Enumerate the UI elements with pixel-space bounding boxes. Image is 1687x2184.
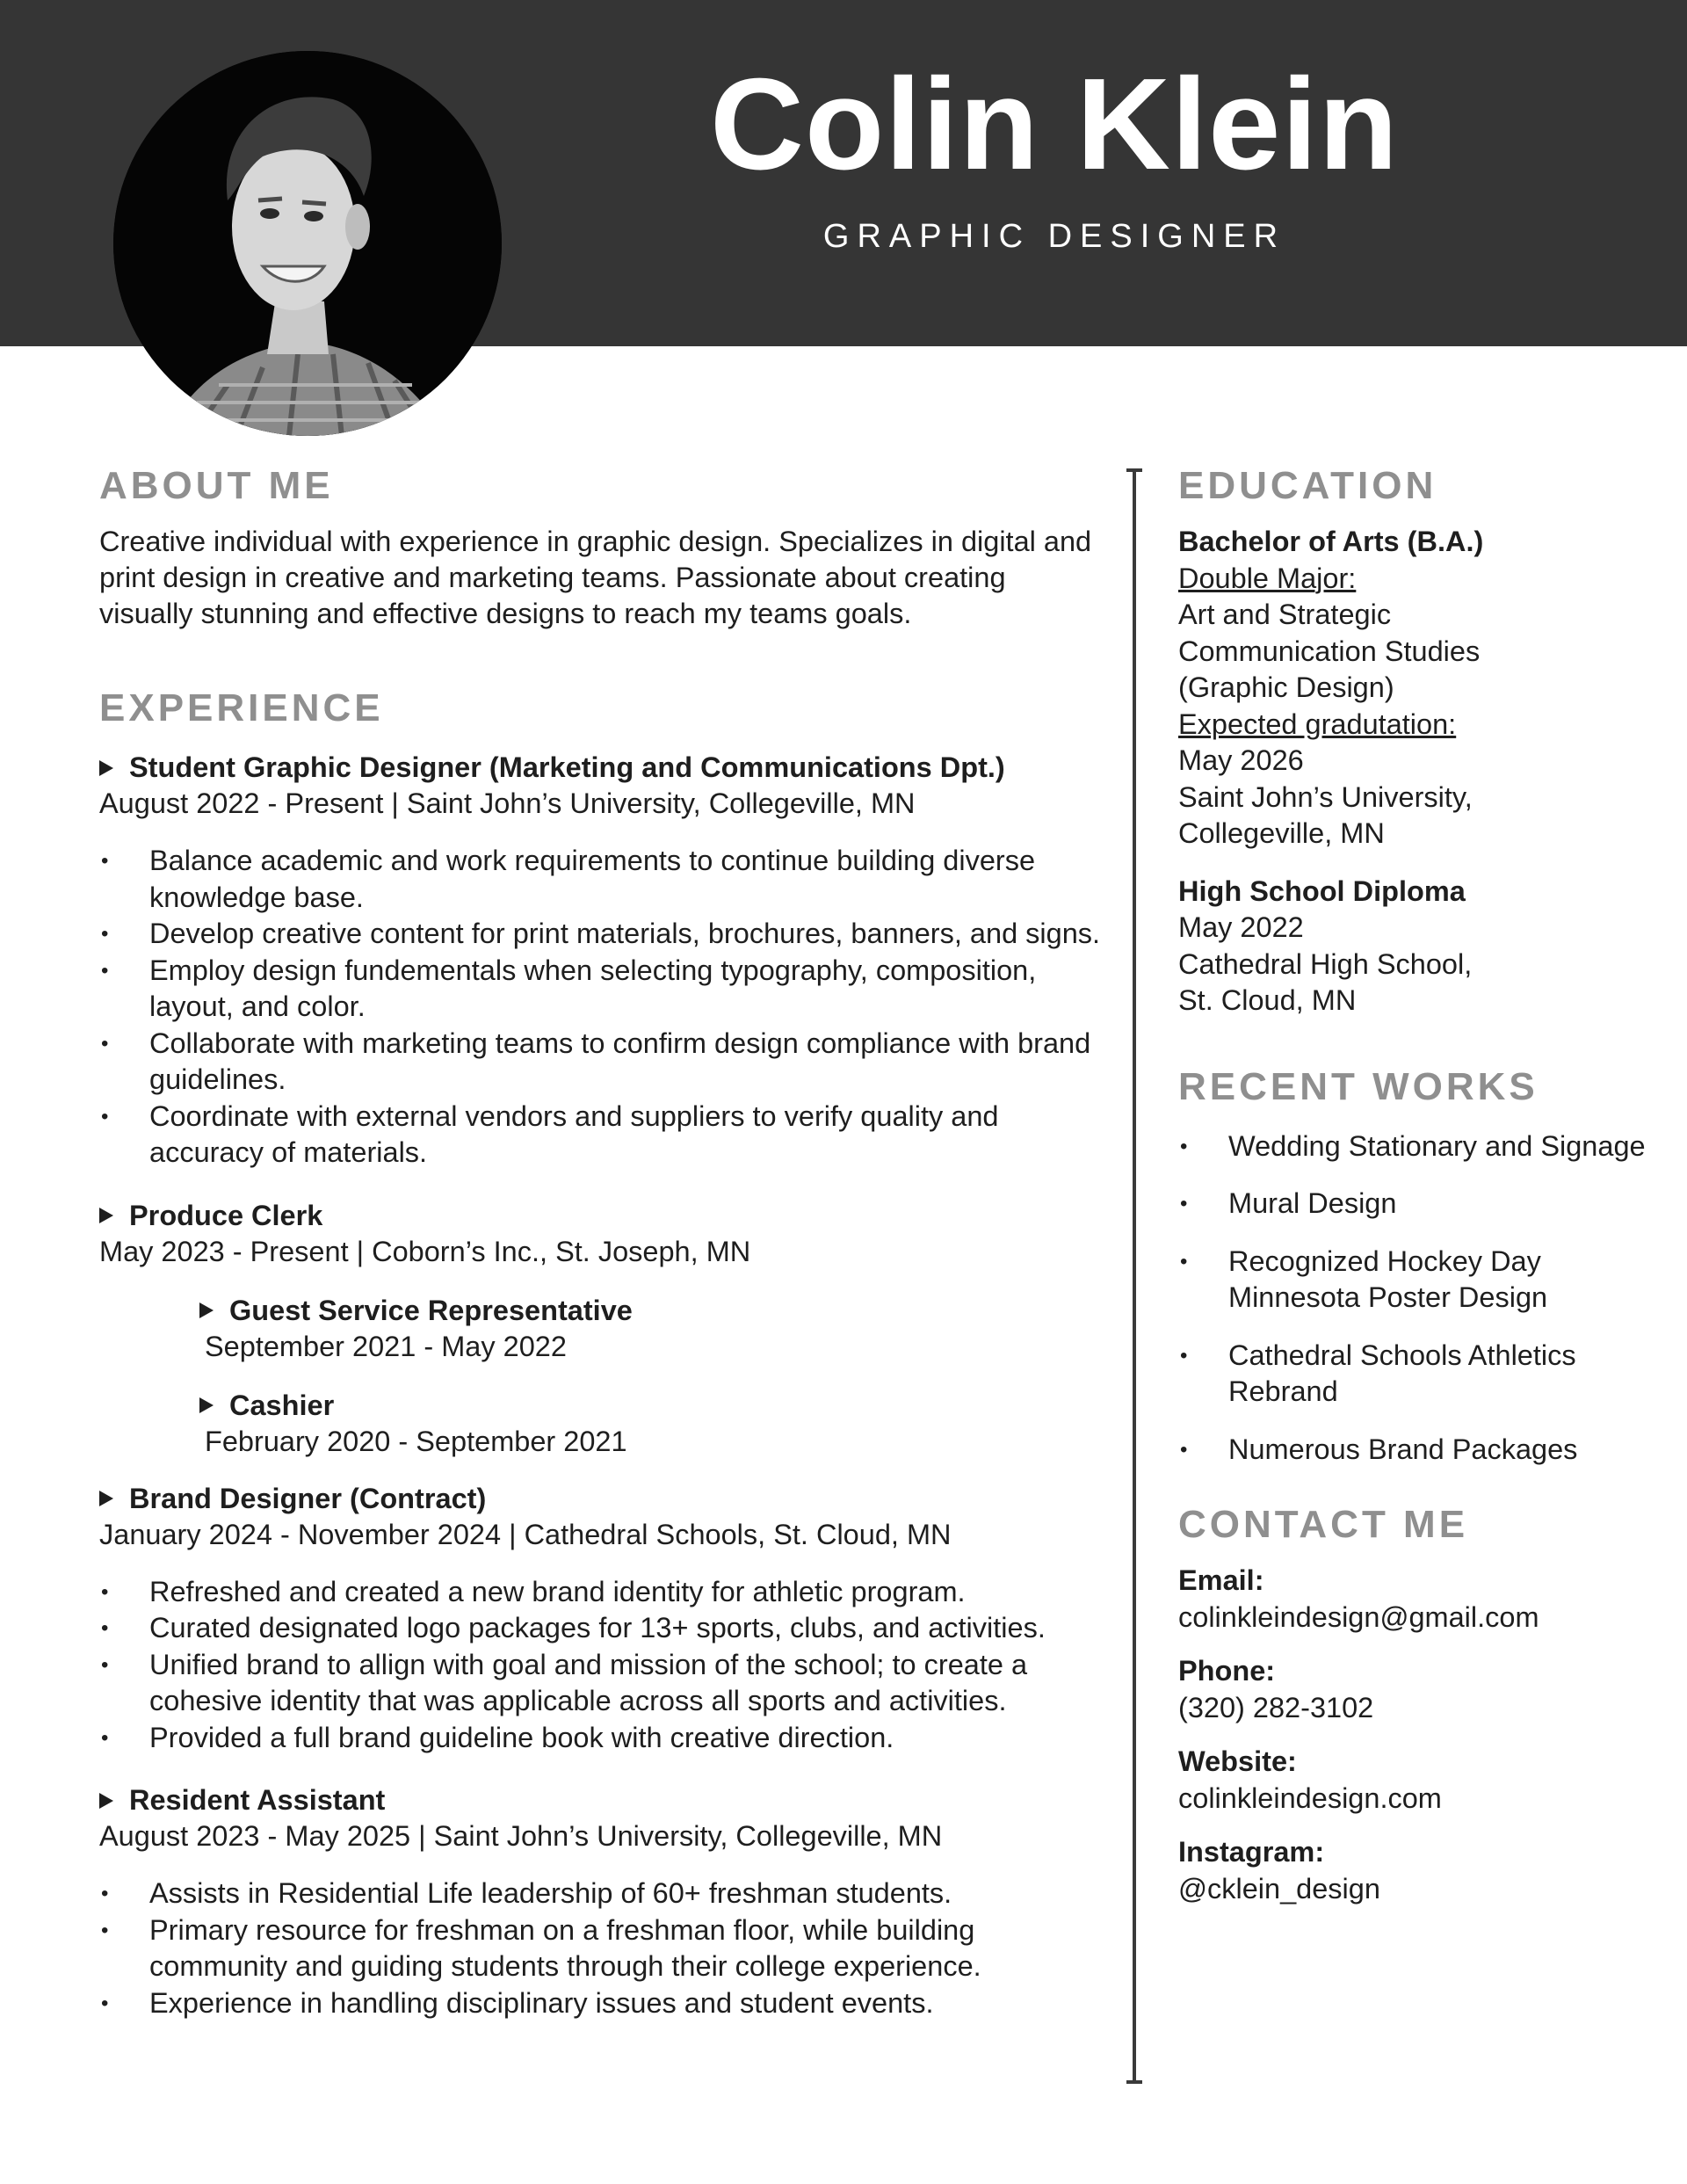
about-text: Creative individual with experience in graphic design. Specializes in digital and print design in creative and marketing teams. Passionate about creating visually stunning and effective designs to reach my teams goals. xyxy=(99,526,1092,629)
graduation-date: May 2026 xyxy=(1178,744,1304,776)
subrole-title-text: Guest Service Representative xyxy=(229,1294,633,1326)
triangle-bullet-icon xyxy=(199,1397,214,1413)
job-meta: May 2023 - Present | Coborn’s Inc., St. Joseph, MN xyxy=(99,1235,751,1267)
list-item: • Experience in handling disciplinary issues and student events. xyxy=(99,1985,1101,2022)
instagram-value[interactable]: @cklein_design xyxy=(1178,1872,1380,1905)
job-title-text: Brand Designer (Contract) xyxy=(129,1482,487,1514)
contact-website xyxy=(1178,1744,1653,1817)
degree-entry xyxy=(1178,524,1653,853)
job-bullets xyxy=(99,843,1101,1172)
phone-label: Phone: xyxy=(1178,1655,1276,1687)
triangle-bullet-icon xyxy=(99,1793,113,1809)
major-line: Art and Strategic xyxy=(1178,599,1392,630)
school-line: Saint John’s University, xyxy=(1178,780,1473,813)
email-label: Email: xyxy=(1178,1564,1264,1596)
website-label: Website: xyxy=(1178,1745,1297,1777)
right-column xyxy=(1178,464,1653,1907)
list-item: • Unified brand to allign with goal and mission of the school; to create a cohesive identity that was applicable across all sports and activities. xyxy=(99,1647,1101,1720)
list-item: • Develop creative content for print materials, brochures, banners, and signs. xyxy=(99,916,1101,953)
list-item: • Primary resource for freshman on a freshman floor, while building community and guiding students through their college experience. xyxy=(99,1912,1101,1985)
job-title xyxy=(99,1782,1101,1818)
list-item: • Curated designated logo packages for 13+ sports, clubs, and activities. xyxy=(99,1610,1101,1647)
major-line: (Graphic Design) xyxy=(1178,671,1394,703)
list-item: • Wedding Stationary and Signage xyxy=(1178,1128,1653,1165)
list-item: • Employ design fundementals when selecting typography, composition, layout, and color. xyxy=(99,953,1101,1026)
left-column xyxy=(99,464,1101,2021)
major-line: Communication Studies xyxy=(1178,635,1481,667)
list-item: • Collaborate with marketing teams to confirm design compliance with brand guidelines. xyxy=(99,1026,1101,1099)
subrole-title xyxy=(199,1293,1101,1329)
school-line: St. Cloud, MN xyxy=(1178,984,1357,1016)
list-item: • Coordinate with external vendors and suppliers to verify quality and accuracy of materials. xyxy=(99,1099,1101,1172)
name-heading: Colin Klein xyxy=(710,52,1399,197)
job-meta: August 2022 - Present | Saint John’s University, Collegeville, MN xyxy=(99,787,916,819)
divider-cap-bottom xyxy=(1126,2080,1142,2084)
works-list xyxy=(1178,1128,1653,1469)
diploma-date: May 2022 xyxy=(1178,911,1304,943)
email-value[interactable]: colinkleindesign@gmail.com xyxy=(1178,1600,1539,1633)
list-item: • Recognized Hockey Day Minnesota Poster Design xyxy=(1178,1244,1653,1317)
job-meta: August 2023 - May 2025 | Saint John’s University, Collegeville, MN xyxy=(99,1820,943,1852)
education-heading: EDUCATION xyxy=(1178,464,1437,507)
subrole-entry xyxy=(199,1388,1101,1460)
job-entry xyxy=(99,1481,1101,1757)
profile-photo xyxy=(113,51,502,436)
job-title-text: Produce Clerk xyxy=(129,1199,323,1231)
job-title-text: Resident Assistant xyxy=(129,1784,386,1816)
contact-email xyxy=(1178,1563,1653,1636)
school-line: Collegeville, MN xyxy=(1178,817,1385,849)
diploma-title: High School Diploma xyxy=(1178,874,1466,907)
column-divider xyxy=(1133,468,1136,2084)
phone-value[interactable]: (320) 282-3102 xyxy=(1178,1691,1374,1723)
job-bullets xyxy=(99,1876,1101,2021)
list-item: • Provided a full brand guideline book with creative direction. xyxy=(99,1720,1101,1757)
job-entry xyxy=(99,1198,1101,1460)
subrole-title xyxy=(199,1388,1101,1424)
triangle-bullet-icon xyxy=(199,1302,214,1318)
contact-heading: CONTACT ME xyxy=(1178,1503,1469,1546)
triangle-bullet-icon xyxy=(99,1491,113,1506)
graduation-label: Expected gradutation: xyxy=(1178,707,1457,740)
list-item: • Balance academic and work requirements to continue building diverse knowledge base. xyxy=(99,843,1101,916)
triangle-bullet-icon xyxy=(99,1208,113,1223)
job-entry xyxy=(99,1782,1101,2021)
subrole-entry xyxy=(199,1293,1101,1365)
experience-heading: EXPERIENCE xyxy=(99,686,384,729)
divider-cap-top xyxy=(1126,468,1142,472)
list-item: • Assists in Residential Life leadership of 60+ freshman students. xyxy=(99,1876,1101,1912)
school-line: Cathedral High School, xyxy=(1178,947,1473,980)
subrole-meta: September 2021 - May 2022 xyxy=(205,1330,567,1362)
role-subtitle: GRAPHIC DESIGNER xyxy=(822,218,1286,255)
major-label: Double Major: xyxy=(1178,562,1357,594)
list-item: • Refreshed and created a new brand identity for athletic program. xyxy=(99,1574,1101,1611)
list-item: • Numerous Brand Packages xyxy=(1178,1432,1653,1469)
triangle-bullet-icon xyxy=(99,760,113,776)
contact-phone xyxy=(1178,1653,1653,1726)
about-heading: ABOUT ME xyxy=(99,464,334,507)
job-bullets xyxy=(99,1574,1101,1757)
subrole-title-text: Cashier xyxy=(229,1389,335,1421)
subrole-meta: February 2020 - September 2021 xyxy=(205,1425,627,1457)
portrait-illustration xyxy=(113,51,502,436)
works-heading: RECENT WORKS xyxy=(1178,1064,1539,1108)
diploma-entry xyxy=(1178,874,1653,1019)
job-title xyxy=(99,1198,1101,1234)
job-title xyxy=(99,1481,1101,1517)
job-entry xyxy=(99,750,1101,1172)
job-title xyxy=(99,750,1101,786)
website-value[interactable]: colinkleindesign.com xyxy=(1178,1781,1442,1814)
job-title-text: Student Graphic Designer (Marketing and Communications Dpt.) xyxy=(129,751,1005,783)
contact-instagram xyxy=(1178,1834,1653,1907)
list-item: • Cathedral Schools Athletics Rebrand xyxy=(1178,1338,1653,1411)
job-meta: January 2024 - November 2024 | Cathedral Schools, St. Cloud, MN xyxy=(99,1518,952,1550)
list-item: • Mural Design xyxy=(1178,1186,1653,1223)
instagram-label: Instagram: xyxy=(1178,1836,1325,1868)
degree-title: Bachelor of Arts (B.A.) xyxy=(1178,526,1484,557)
